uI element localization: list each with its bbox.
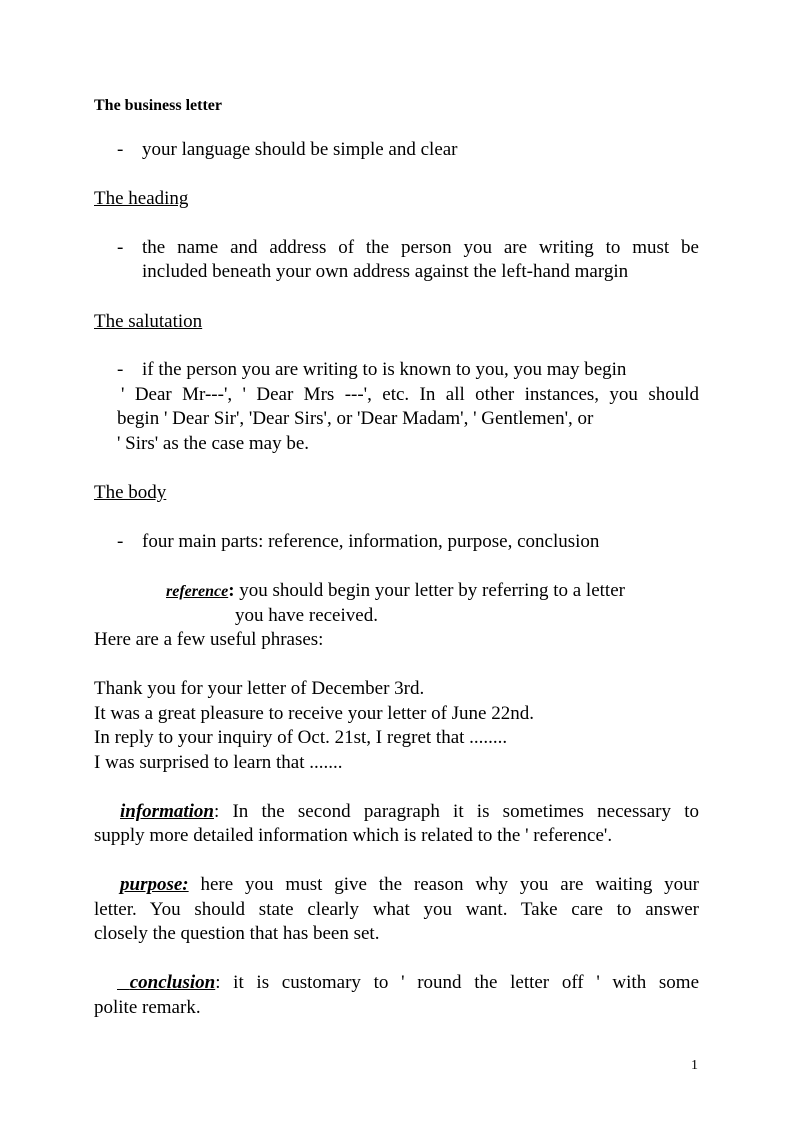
phrase-line: In reply to your inquiry of Oct. 21st, I regret that ........: [94, 727, 508, 748]
heading-item-line-1: the name and address of the person you are writing to must be: [142, 237, 699, 258]
purpose-text-1: here you must give the reason why you are waiting your: [200, 874, 700, 895]
conclusion-term-text: conclusion: [129, 972, 216, 993]
page-number: 1: [691, 1058, 698, 1073]
conclusion-paragraph-line-1: [117, 971, 699, 996]
information-term: information: [120, 801, 214, 822]
salutation-item-line-1: if the person you are writing to is known to you, you may begin: [142, 359, 627, 380]
purpose-paragraph-line-1: [120, 873, 699, 898]
bullet-dash: -: [117, 139, 124, 160]
reference-term: reference: [166, 583, 229, 600]
conclusion-text-1: : it is customary to ' round the letter off ' with some: [215, 972, 699, 993]
information-text-1: : In the second paragraph it is sometimes necessary to: [213, 801, 699, 822]
purpose-text-3: closely the question that has been set.: [94, 923, 380, 944]
reference-colon: :: [228, 580, 235, 601]
conclusion-term: [117, 972, 215, 993]
body-item: four main parts: reference, information, purpose, conclusion: [142, 531, 600, 552]
purpose-text-2: letter. You should state clearly what you want. Take care to answer: [94, 899, 699, 920]
purpose-term: purpose:: [120, 874, 189, 895]
phrase-line: Thank you for your letter of December 3rd.: [94, 678, 425, 699]
bullet-dash: -: [117, 531, 124, 552]
information-text-2: supply more detailed information which is related to the ' reference'.: [94, 825, 613, 846]
salutation-item-line-3: begin ' Dear Sir', 'Dear Sirs', or 'Dear Madam', ' Gentlemen', or: [117, 408, 594, 429]
document-title: The business letter: [94, 97, 222, 114]
section-heading-heading: The heading: [94, 188, 189, 209]
phrases-intro: Here are a few useful phrases:: [94, 629, 324, 650]
phrase-line: It was a great pleasure to receive your letter of June 22nd.: [94, 703, 534, 724]
intro-item: your language should be simple and clear: [142, 139, 458, 160]
reference-paragraph-line-1: [166, 579, 625, 604]
conclusion-text-2: polite remark.: [94, 997, 201, 1018]
reference-text-1: you should begin your letter by referring to a letter: [239, 580, 625, 601]
heading-item-line-2: included beneath your own address against the left-hand margin: [142, 261, 629, 282]
section-heading-salutation: The salutation: [94, 311, 203, 332]
bullet-dash: -: [117, 359, 124, 380]
reference-text-2: you have received.: [235, 605, 378, 626]
bullet-dash: -: [117, 237, 124, 258]
phrase-line: I was surprised to learn that .......: [94, 752, 343, 773]
section-heading-body: The body: [94, 482, 167, 503]
information-paragraph-line-1: [120, 800, 699, 825]
salutation-item-line-4: ' Sirs' as the case may be.: [117, 433, 310, 454]
salutation-item-line-2: ' Dear Mr---', ' Dear Mrs ---', etc. In all other instances, you should: [121, 384, 699, 405]
